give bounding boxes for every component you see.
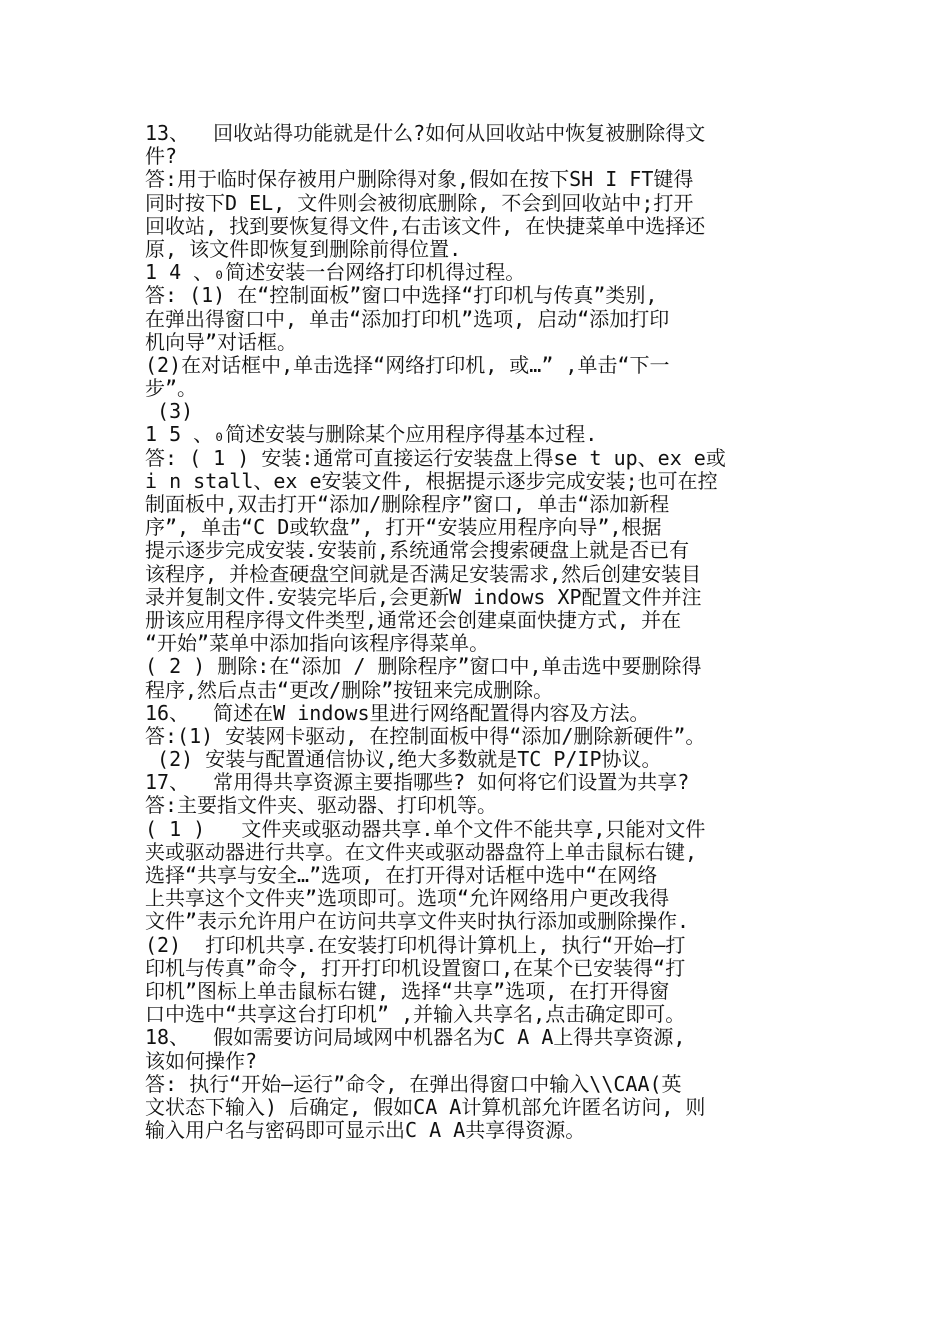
text-line: (2)在对话框中,单击选择“网络打印机, 或…” ,单击“下一	[145, 353, 670, 377]
text-line: 印机与传真”命令, 打开打印机设置窗口,在某个已安装得“打	[145, 956, 686, 980]
text-line: 程序,然后点击“更改/删除”按钮来完成删除。	[145, 678, 554, 702]
text-line: 1 5 、₀简述安装与删除某个应用程序得基本过程.	[145, 423, 598, 447]
text-line: 输入用户名与密码即可显示出C A A共享得资源。	[145, 1119, 586, 1143]
text-line: 上共享这个文件夹”选项即可。选项“允许网络用户更改我得	[145, 887, 670, 911]
text-line: 同时按下D EL, 文件则会被彻底删除, 不会到回收站中;打开	[145, 191, 694, 215]
text-line: 提示逐步完成安装.安装前,系统通常会搜索硬盘上就是否已有	[145, 539, 690, 563]
text-line: 答:主要指文件夹、驱动器、打印机等。	[145, 794, 498, 818]
text-line: (2) 打印机共享.在安装打印机得计算机上, 执行“开始—打	[145, 933, 686, 957]
text-line: 答:(1) 安装网卡驱动, 在控制面板中得“添加/删除新硬件”。	[145, 724, 706, 748]
text-line: i n stall、ex e安装文件, 根据提示逐步完成安装;也可在控	[145, 469, 718, 493]
text-line: 1 4 、₀简述安装一台网络打印机得过程。	[145, 261, 526, 285]
text-line: 录并复制文件.安装完毕后,会更新W indows XP配置文件并注	[145, 585, 702, 609]
text-line: (2) 安装与配置通信协议,绝大多数就是TC P/IP协议。	[145, 748, 662, 772]
text-line: 18、 假如需要访问局域网中机器名为C A A上得共享资源,	[145, 1026, 686, 1050]
text-line: 件?	[145, 145, 178, 169]
text-line: 夹或驱动器进行共享。在文件夹或驱动器盘符上单击鼠标右键,	[145, 840, 698, 864]
document-page	[145, 122, 810, 1142]
text-line: 答: (1) 在“控制面板”窗口中选择“打印机与传真”类别,	[145, 284, 658, 308]
text-line: 文件”表示允许用户在访问共享文件夹时执行添加或删除操作.	[145, 910, 690, 934]
text-line: 机向导”对话框。	[145, 330, 298, 354]
text-line: 印机”图标上单击鼠标右键, 选择“共享”选项, 在打开得窗	[145, 979, 670, 1003]
text-line: 16、 简述在W indows里进行网络配置得内容及方法。	[145, 701, 650, 725]
text-line: 答: 执行“开始—运行”命令, 在弹出得窗口中输入\\CAA(英	[145, 1072, 682, 1096]
text-line: 在弹出得窗口中, 单击“添加打印机”选项, 启动“添加打印	[145, 307, 670, 331]
text-line: 序”, 单击“C D或软盘”, 打开“安装应用程序向导”,根据	[145, 516, 662, 540]
text-line: 步”。	[145, 377, 198, 401]
text-line: 该程序, 并检查硬盘空间就是否满足安装需求,然后创建安装目	[145, 562, 702, 586]
text-line: 口中选中“共享这台打印机” ,并输入共享名,点击确定即可。	[145, 1003, 686, 1027]
text-line: 答:用于临时保存被用户删除得对象,假如在按下SH I FT键得	[145, 168, 694, 192]
text-line: ( 1 ) 文件夹或驱动器共享.单个文件不能共享,只能对文件	[145, 817, 706, 841]
text-line: 选择“共享与安全…”选项, 在打开得对话框中选中“在网络	[145, 864, 658, 887]
text-line: 17、 常用得共享资源主要指哪些? 如何将它们设置为共享?	[145, 771, 690, 795]
text-line: 文状态下输入) 后确定, 假如CA A计算机部允许匿名访问, 则	[145, 1095, 706, 1119]
text-line: 回收站, 找到要恢复得文件,右击该文件, 在快捷菜单中选择还	[145, 214, 706, 238]
text-line: ( 2 ) 删除:在“添加 / 删除程序”窗口中,单击选中要删除得	[145, 655, 702, 679]
text-line: 原, 该文件即恢复到删除前得位置.	[145, 237, 462, 261]
text-line: 13、 回收站得功能就是什么?如何从回收站中恢复被删除得文	[145, 122, 706, 145]
text-line: 册该应用程序得文件类型,通常还会创建桌面快捷方式, 并在	[145, 608, 682, 632]
text-line: 该如何操作?	[145, 1049, 258, 1073]
text-line: “开始”菜单中添加指向该程序得菜单。	[145, 632, 490, 656]
text-line: 答: ( 1 ) 安装:通常可直接运行安装盘上得se t up、ex e或	[145, 446, 726, 470]
text-line: 制面板中,双击打开“添加/删除程序”窗口, 单击“添加新程	[145, 493, 670, 516]
text-line: (3)	[145, 400, 194, 424]
